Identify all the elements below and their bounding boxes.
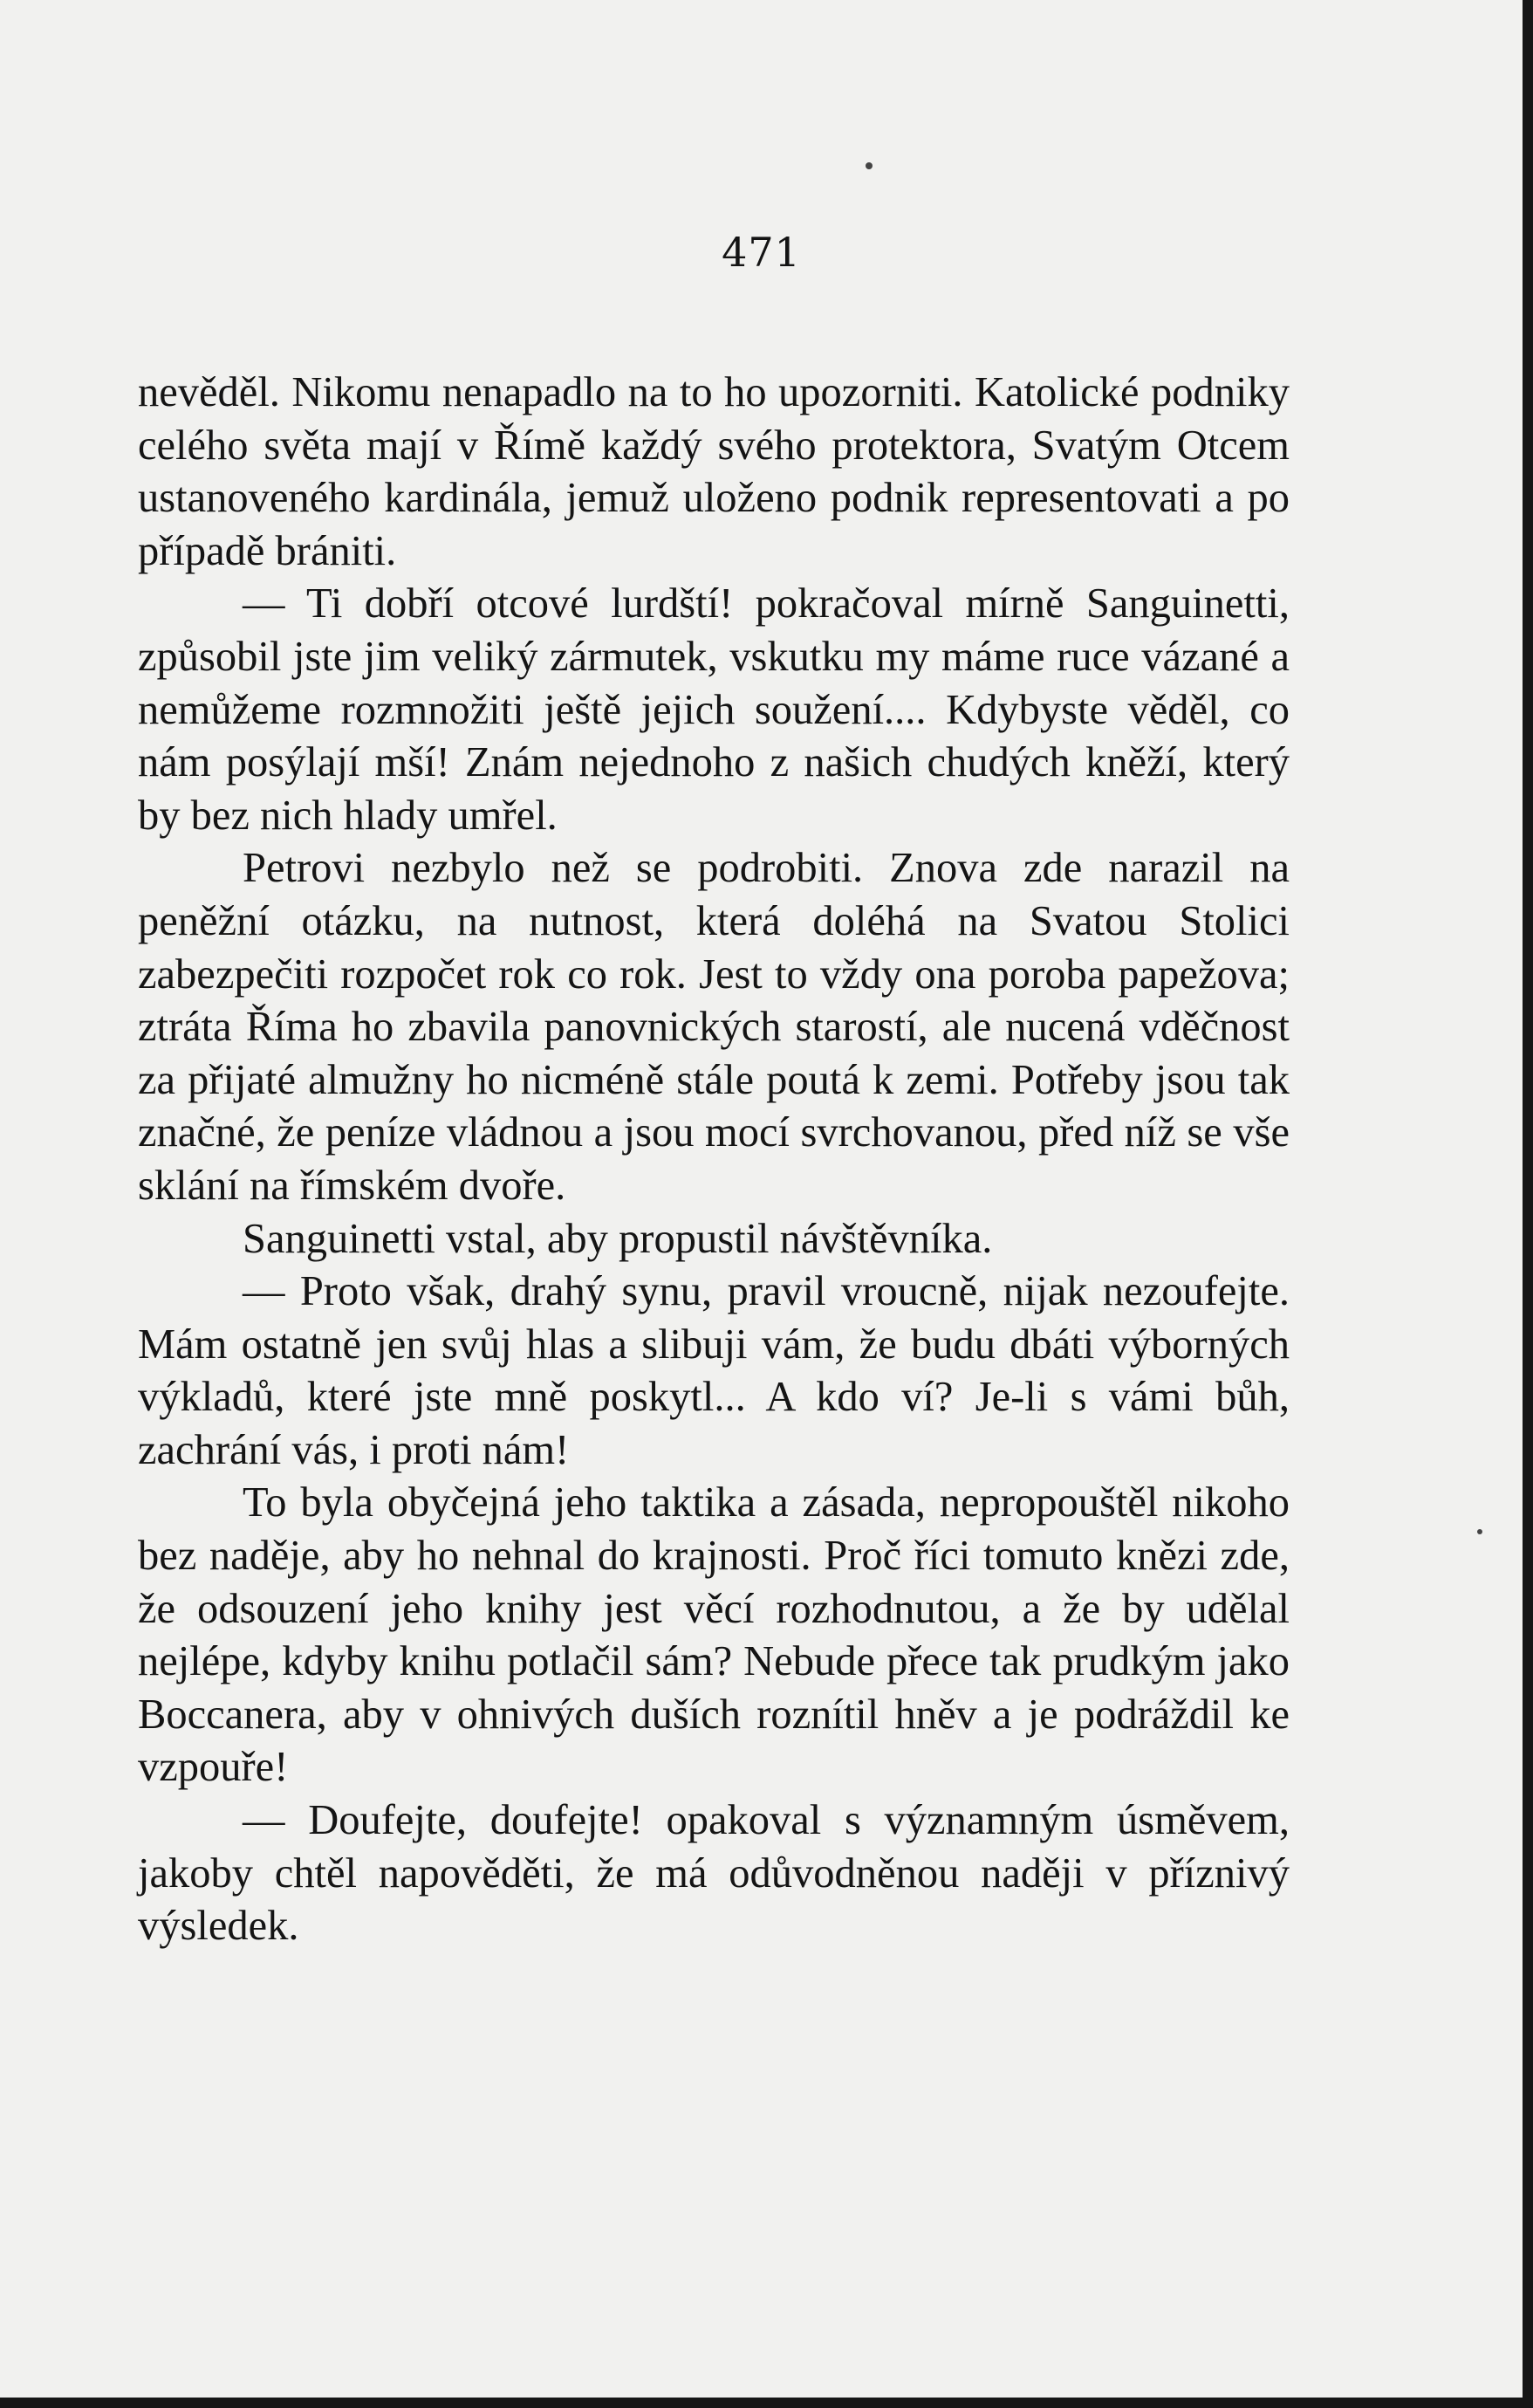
page-number: 471 [722,229,801,276]
paragraph: Petrovi nezbylo než se podrobiti. Znova zde narazil na peněžní otázku, na nutnost, která doléhá na Svatou Stolici zabezpečiti rozpočet rok co rok. Jest to vždy ona poroba papežova; ztráta Říma ho zbavila panovnických starostí, ale nucená vděčnost za přijaté almužny ho nicméně stále poutá k zemi. Potřeby jsou tak značné, že peníze vládnou a jsou mocí svrchovanou, před níž se vše sklání na římském dvoře. [138,845,1290,1209]
paragraph: nevěděl. Nikomu nenapadlo na to ho upozorniti. Katolické podniky celého světa mají v Římě každý svého protektora, Svatým Otcem ustanoveného kardinála, jemuž uloženo podnik representovati a po případě brániti. [138,369,1290,574]
paper-speck [1477,1529,1482,1534]
paragraph: — Proto však, drahý synu, pravil vroucně, nijak nezoufejte. Mám ostatně jen svůj hlas a slibuji vám, že budu dbáti výborných výkladů, které jste mně poskytl... A kdo ví? Je-li s vámi bůh, zachrání vás, i proti nám! [138,1268,1290,1473]
paper-speck [1525,1758,1530,1763]
body-text [138,367,1290,1953]
paragraph: To byla obyčejná jeho taktika a zásada, nepropouštěl nikoho bez naděje, aby ho nehnal do krajnosti. Proč říci tomuto knězi zde, že odsouzení jeho knihy jest věcí rozhodnutou, a že by udělal nejlépe, kdyby knihu potlačil sám? Nebude přece tak prudkým jako Boccanera, aby v ohnivých duších roznítil hněv a je podráždil ke vzpouře! [138,1479,1290,1791]
paragraph: — Doufejte, doufejte! opakoval s významným úsměvem, jakoby chtěl napověděti, že má odůvodněnou naději v příznivý výsledek. [138,1797,1290,1950]
paragraph: — Ti dobří otcové lurdští! pokračoval mírně Sanguinetti, způsobil jste jim veliký zármutek, vskutku my máme ruce vázané a nemůžeme rozmnožiti ještě jejich soužení.... Kdybyste věděl, co nám posýlají mší! Znám nejednoho z našich chudých kněží, který by bez nich hlady umřel. [138,580,1290,839]
paragraph: Sanguinetti vstal, aby propustil návštěvníka. [243,1215,993,1262]
paper-speck [866,162,873,169]
